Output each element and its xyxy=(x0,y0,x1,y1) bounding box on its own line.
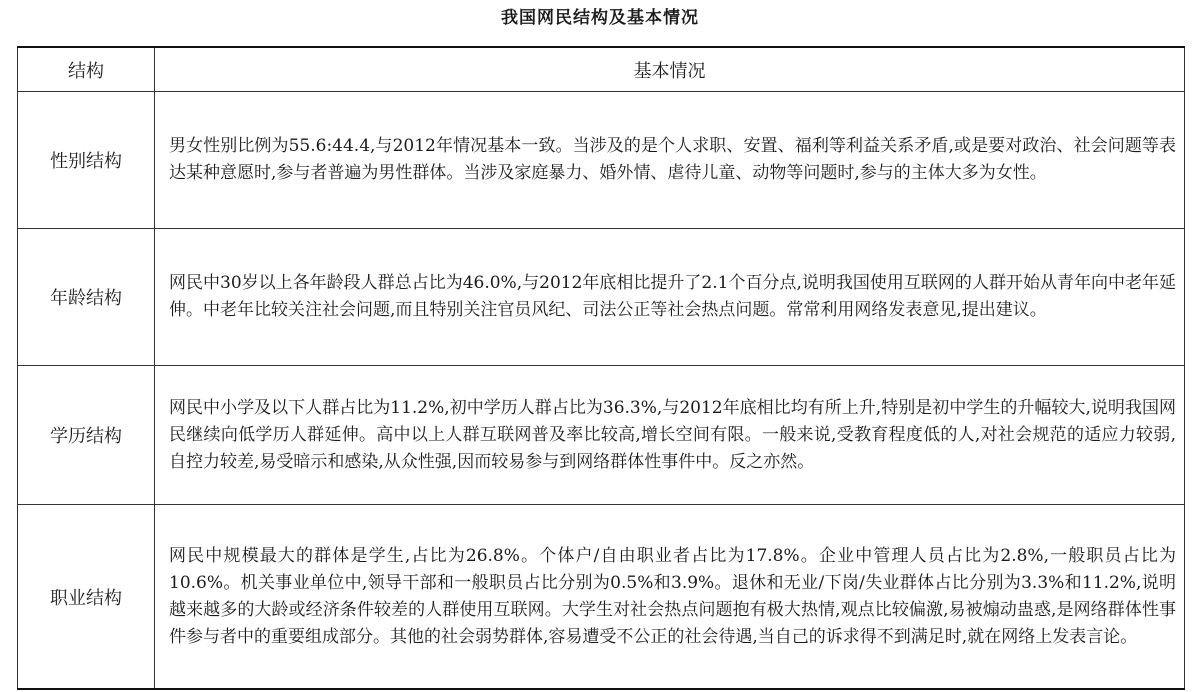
row-category: 性别结构 xyxy=(18,92,155,229)
row-category: 职业结构 xyxy=(18,505,155,690)
table-header-row xyxy=(18,47,1185,92)
column-header-basic-situation: 基本情况 xyxy=(155,47,1185,92)
table-row xyxy=(18,505,1185,690)
table-row xyxy=(18,366,1185,505)
table-row xyxy=(18,92,1185,229)
table-title: 我国网民结构及基本情况 xyxy=(501,8,699,28)
row-description: 男女性别比例为55.6:44.4,与2012年情况基本一致。当涉及的是个人求职、安置、福利等利益关系矛盾,或是要对政治、社会问题等表达某种意愿时,参与者普遍为男性群体。当涉及家庭暴力、婚外情、虐待儿童、动物等问题时,参与的主体大多为女性。 xyxy=(155,92,1185,229)
row-description: 网民中规模最大的群体是学生,占比为26.8%。个体户/自由职业者占比为17.8%。企业中管理人员占比为2.8%,一般职员占比为10.6%。机关事业单位中,领导干部和一般职员占比分别为0.5%和3.9%。退休和无业/下岗/失业群体占比分别为3.3%和11.2%,说明越来越多的大龄或经济条件较差的人群使用互联网。大学生对社会热点问题抱有极大热情,观点比较偏激,易被煽动蛊惑,是网络群体性事件参与者中的重要组成部分。其他的社会弱势群体,容易遭受不公正的社会待遇,当自己的诉求得不到满足时,就在网络上发表言论。 xyxy=(155,505,1185,690)
row-description: 网民中小学及以下人群占比为11.2%,初中学历人群占比为36.3%,与2012年底相比均有所上升,特别是初中学生的升幅较大,说明我国网民继续向低学历人群延伸。高中以上人群互联网普及率比较高,增长空间有限。一般来说,受教育程度低的人,对社会规范的适应力较弱,自控力较差,易受暗示和感染,从众性强,因而较易参与到网络群体性事件中。反之亦然。 xyxy=(155,366,1185,505)
column-header-structure: 结构 xyxy=(18,47,155,92)
internet-users-structure-table xyxy=(17,46,1185,690)
row-description: 网民中30岁以上各年龄段人群总占比为46.0%,与2012年底相比提升了2.1个百分点,说明我国使用互联网的人群开始从青年向中老年延伸。中老年比较关注社会问题,而且特别关注官员风纪、司法公正等社会热点问题。常常利用网络发表意见,提出建议。 xyxy=(155,229,1185,366)
row-category: 年龄结构 xyxy=(18,229,155,366)
table-row xyxy=(18,229,1185,366)
row-category: 学历结构 xyxy=(18,366,155,505)
